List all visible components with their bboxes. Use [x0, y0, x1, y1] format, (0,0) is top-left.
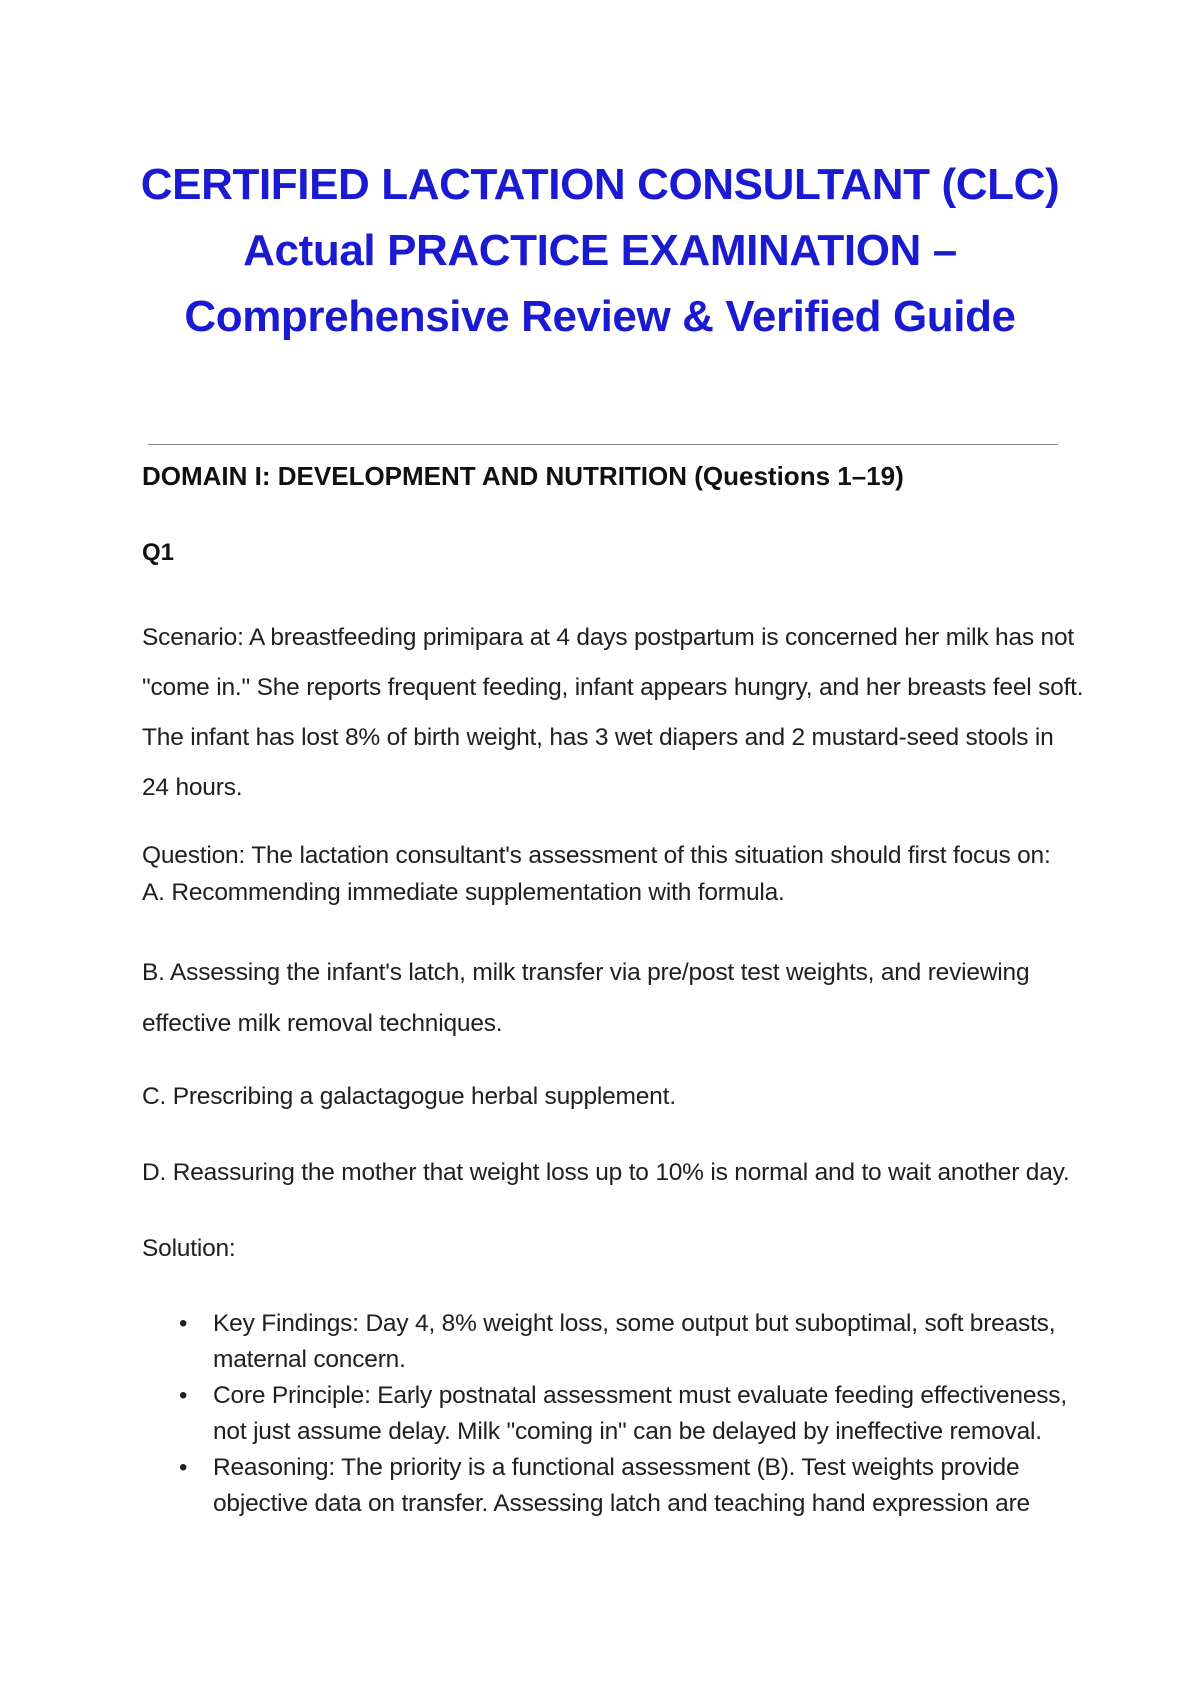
option-d — [142, 1154, 1082, 1191]
solution-bullet-key-findings — [142, 1306, 1082, 1378]
bullet-icon: • — [179, 1310, 188, 1337]
scenario-line: The infant has lost 8% of birth weight, has 3 wet diapers and 2 mustard-seed stools in — [142, 724, 1054, 751]
solution-label — [142, 1230, 1082, 1267]
scenario-line: 24 hours. — [142, 774, 243, 801]
bullet-icon: • — [179, 1454, 188, 1481]
option-d-text: D. Reassuring the mother that weight loss up to 10% is normal and to wait another day. — [142, 1159, 1070, 1186]
option-b — [142, 947, 1082, 1049]
bullet-line: Key Findings: Day 4, 8% weight loss, some output but suboptimal, soft breasts, — [213, 1310, 1056, 1337]
bullet-line: objective data on transfer. Assessing latch and teaching hand expression are — [213, 1490, 1030, 1517]
scenario-paragraph — [142, 613, 1082, 813]
document-title — [140, 152, 1060, 350]
solution-bullet-reasoning — [142, 1450, 1082, 1522]
option-b-line: effective milk removal techniques. — [142, 1010, 503, 1037]
bullet-line: not just assume delay. Milk "coming in" can be delayed by ineffective removal. — [213, 1418, 1042, 1445]
scenario-line: Scenario: A breastfeeding primipara at 4 days postpartum is concerned her milk has not — [142, 624, 1075, 651]
domain-heading: DOMAIN I: DEVELOPMENT AND NUTRITION (Questions 1–19) — [142, 461, 904, 491]
title-line-2: Actual PRACTICE EXAMINATION – — [243, 226, 957, 275]
question-text: Question: The lactation consultant's assessment of this situation should first focus on: — [142, 842, 1051, 869]
solution-label-text: Solution: — [142, 1235, 236, 1262]
bullet-icon: • — [179, 1382, 188, 1409]
bullet-line: Core Principle: Early postnatal assessment must evaluate feeding effectiveness, — [213, 1382, 1067, 1409]
question-stem — [142, 837, 1082, 911]
option-c-text: C. Prescribing a galactagogue herbal supplement. — [142, 1083, 676, 1110]
bullet-line: maternal concern. — [213, 1346, 406, 1373]
title-line-3: Comprehensive Review & Verified Guide — [184, 292, 1016, 341]
option-a: A. Recommending immediate supplementation with formula. — [142, 879, 785, 906]
solution-bullet-core-principle — [142, 1378, 1082, 1450]
bullet-line: Reasoning: The priority is a functional assessment (B). Test weights provide — [213, 1454, 1020, 1481]
question-number: Q1 — [142, 539, 175, 566]
option-c — [142, 1078, 1082, 1115]
scenario-line: "come in." She reports frequent feeding, infant appears hungry, and her breasts feel soft. — [142, 674, 1084, 701]
option-b-line: B. Assessing the infant's latch, milk transfer via pre/post test weights, and reviewing — [142, 959, 1030, 986]
horizontal-divider — [148, 444, 1058, 445]
solution-bullet-list — [142, 1306, 1082, 1522]
title-line-1: CERTIFIED LACTATION CONSULTANT (CLC) — [140, 160, 1060, 209]
